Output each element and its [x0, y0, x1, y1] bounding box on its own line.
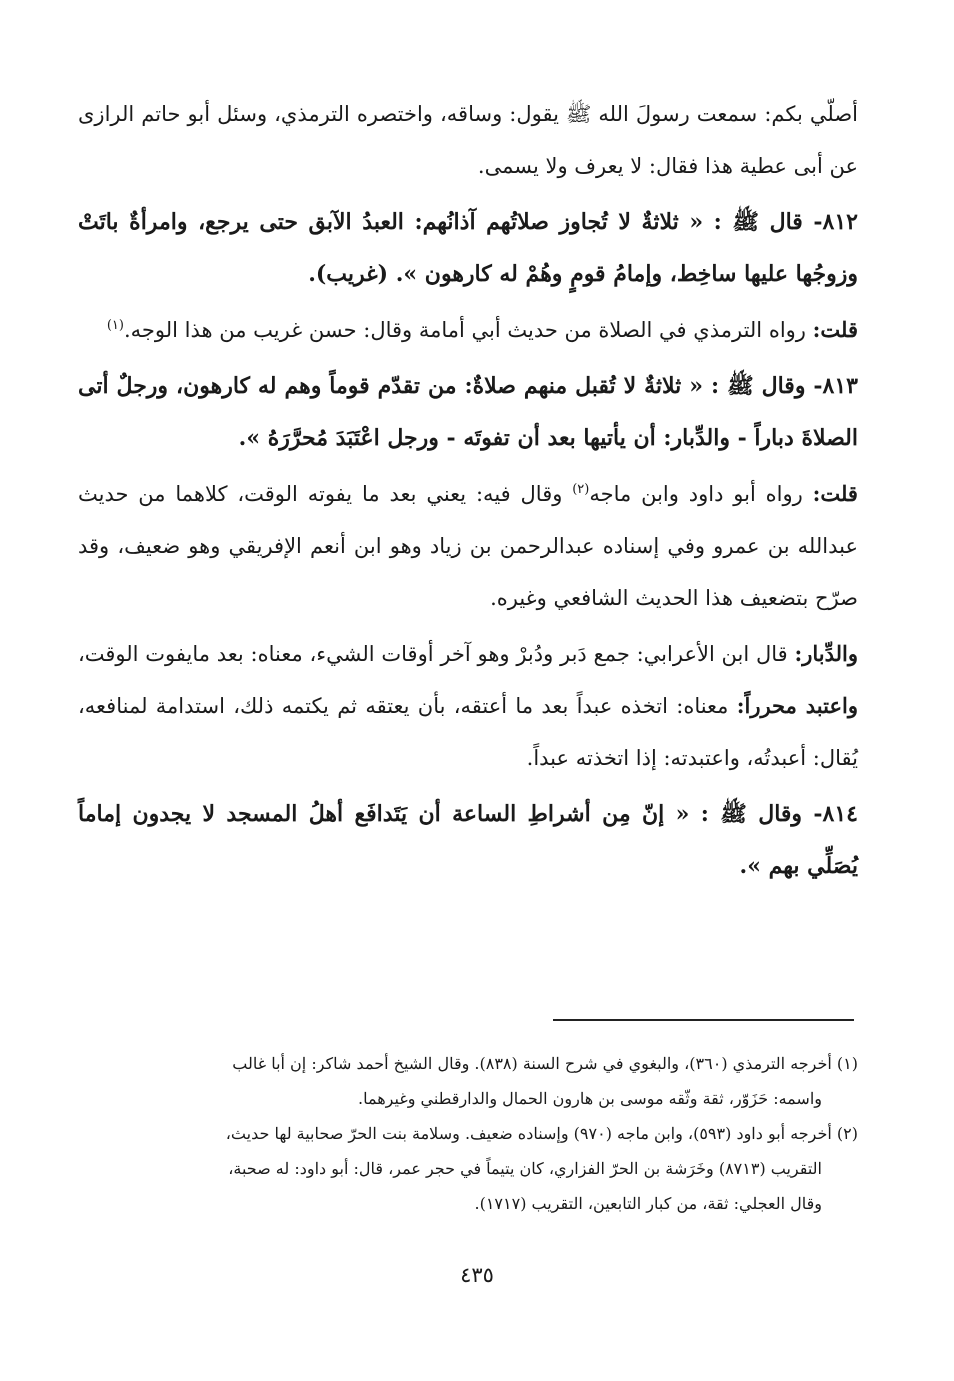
commentary-text: رواه أبو داود وابن ماجه — [589, 482, 803, 506]
footnote-ref-2: (٢) — [572, 482, 590, 497]
glossary-text: قال ابن الأعرابي: جمع دَبر ودُبرْ وهو آخر أوقات الشيء، معناه: بعد مايفوت الوقت، — [78, 642, 788, 666]
footnotes — [78, 1046, 858, 1221]
footnote-2-line: التقريب (٨٧١٣) وخَرَشة بن الحرّ الفزاري، كان يتيماً في حجر عمر، قال: أبو داود: له صحبة، — [228, 1159, 822, 1178]
hadith-814: ٨١٤- وقال ﷺ : « إنّ مِن أشراطِ الساعة أن يَتَدافَع أهلُ المسجد لا يجدون إماماً يُصَلِّي بهم ». — [78, 801, 858, 879]
footnote-divider — [553, 1019, 854, 1021]
page-number: ٤٣٥ — [460, 1263, 494, 1287]
paragraph-commentary-813 — [78, 468, 858, 624]
footnote-ref-1: (١) — [106, 318, 124, 333]
paragraph-glossary — [78, 628, 858, 784]
qultu-label: قلت: — [812, 317, 858, 342]
glossary-text: معناه: اتخذه عبداً بعد ما أعتقه، بأن يعتقه ثم يكتمه ذلك، استدامة لمنافعه، يُقال: أعبدتُه، واعتبدته: إذا اتخذته عبداً. — [78, 694, 858, 770]
paragraph-intro: أصلّي بكم: سمعت رسولَ الله ﷺ يقول: وساقه، واختصره الترمذي، وسئل أبو حاتم الرازى عن أبى عطية هذا فقال: لا يعرف ولا يسمى. — [78, 102, 858, 178]
paragraph-commentary-812 — [78, 304, 858, 356]
hadith-812: ٨١٢- قال ﷺ : « ثلاثةٌ لا تُجاوز صلاتُهم آذانُهم: العبدُ الآبق حتى يرجع، وامرأةٌ باتَتْ وزوجُها عليها ساخِط، وإمامُ قومٍ وهُمْ له كارهون ». (غريب). — [78, 209, 858, 287]
commentary-text: رواه الترمذي في الصلاة من حديث أبي أمامة وقال: حسن غريب من هذا الوجه. — [123, 318, 806, 342]
page-body — [78, 88, 858, 892]
footnote-2-line: (٢) أخرجه أبو داود (٥٩٣)، وابن ماجه (٩٧٠) وإسناده ضعيف. وسلامة بنت الحرّ صحابية لها حديث، — [225, 1124, 858, 1143]
footnote-2-line: وقال العجلي: ثقة، من كبار التابعين، التقريب (١٧١٧). — [474, 1194, 822, 1213]
term-dibar: والدِّبار: — [794, 641, 858, 666]
footnote-1-line: (١) أخرجه الترمذي (٣٦٠)، والبغوي في شرح السنة (٨٣٨). وقال الشيخ أحمد شاكر: إن أبا غالب — [232, 1054, 858, 1073]
commentary-text: وقال فيه: يعني بعد ما يفوته الوقت، كلاهما من حديث عبدالله بن عمرو وفي إسناده عبدالرحمن بن زياد وهو ابن أنعم الإفريقي وهو ضعيف، وقد صرّح بتضعيف هذا الحديث الشافعي وغيره. — [78, 482, 859, 610]
qultu-label: قلت: — [812, 481, 858, 506]
footnote-1-line: واسمه: حَزَوّر، ثقة وثّقه موسى بن هارون الحمال والدارقطني وغيرهما. — [358, 1089, 822, 1108]
term-itabada: واعتبد محرراً: — [736, 693, 858, 718]
hadith-813: ٨١٣- وقال ﷺ : « ثلاثةٌ لا تُقبل منهم صلاةٌ: من تقدّم قوماً وهم له كارهون، ورجلٌ أتى الصلاةَ دباراً - والدِّبار: أن يأتيها بعد أن تفوتَه - ورجل اعْتَبَدَ مُحرَّرَهُ ». — [78, 373, 858, 451]
